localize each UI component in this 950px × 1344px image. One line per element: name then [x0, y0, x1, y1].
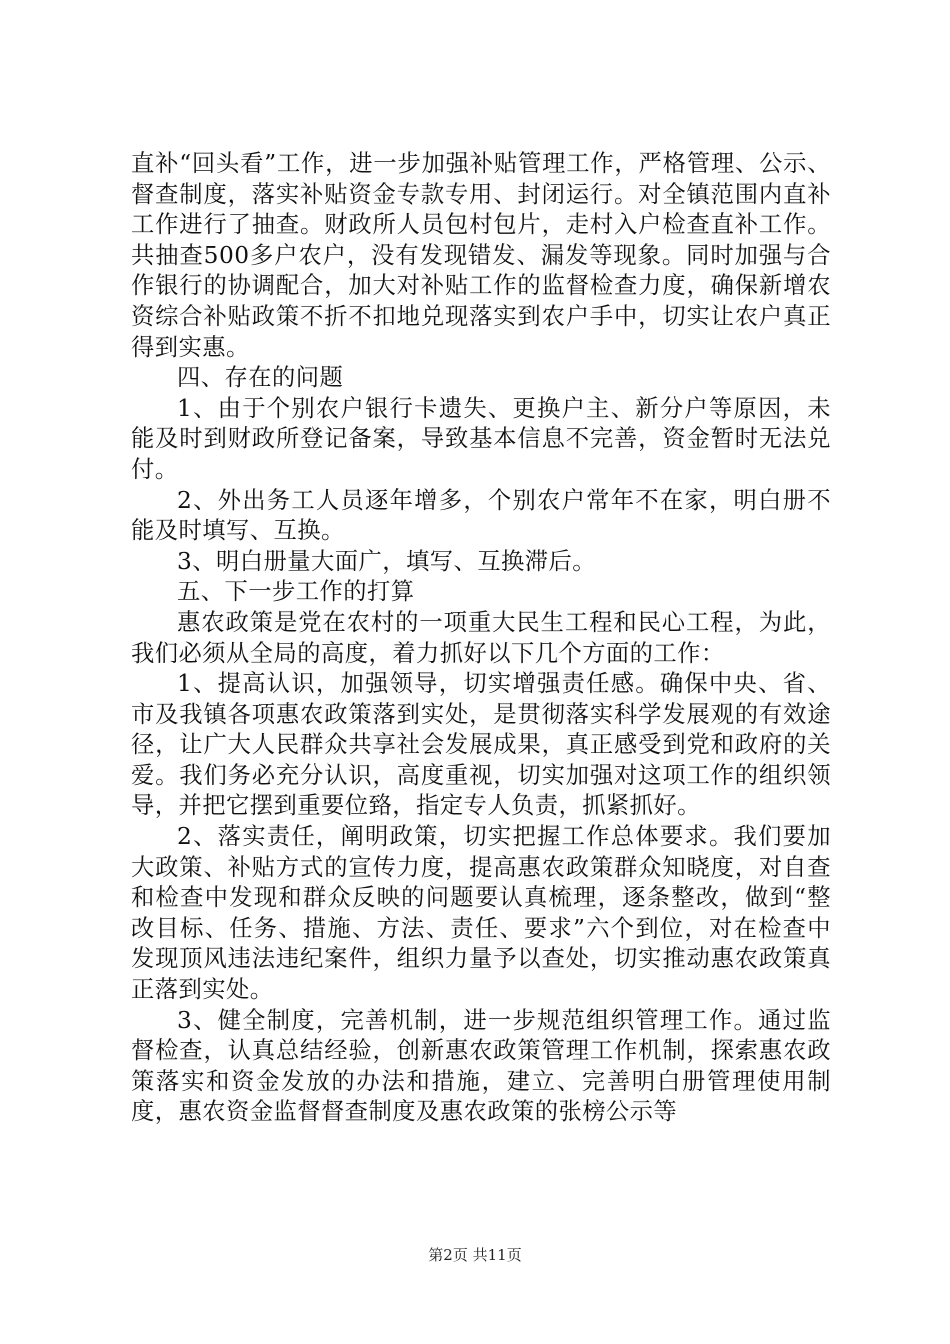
heading-existing-problems: 四、存在的问题 [177, 364, 344, 392]
paragraph-next-steps-intro: 惠农政策是党在农村的一项重大民生工程和民心工程，为此，我们必须从全局的高度，着力抓好以下几个方面的工作： [131, 608, 831, 667]
paragraph-direct-subsidy-review: 直补“回头看”工作，进一步加强补贴管理工作，严格管理、公示、督查制度，落实补贴资金专款专用、封闭运行。对全镇范围内直补工作进行了抽查。财政所人员包村包片，走村入户检查直补工作。共抽查500多户农户，没有发现错发、漏发等现象。同时加强与合作银行的协调配合，加大对补贴工作的监督检查力度，确保新增农资综合补贴政策不折不扣地兑现落实到农户手中，切实让农户真正得到实惠。 [131, 150, 831, 361]
heading-next-steps: 五、下一步工作的打算 [177, 578, 415, 606]
problem-item-2: 2、外出务工人员逐年增多，个别农户常年不在家，明白册不能及时填写、互换。 [131, 486, 831, 545]
problem-item-3: 3、明白册量大面广，填写、互换滞后。 [177, 547, 596, 575]
next-step-item-1: 1、提高认识，加强领导，切实增强责任感。确保中央、省、市及我镇各项惠农政策落到实处，是贯彻落实科学发展观的有效途径，让广大人民群众共享社会发展成果，真正感受到党和政府的关爱。我们务必充分认识，高度重视，切实加强对这项工作的组织领导，并把它摆到重要位臵，指定专人负责，抓紧抓好。 [131, 670, 831, 820]
problem-item-1: 1、由于个别农户银行卡遗失、更换户主、新分户等原因，未能及时到财政所登记备案，导致基本信息不完善，资金暂时无法兑付。 [131, 394, 831, 483]
page-number-footer: 第2页 共11页 [428, 1246, 522, 1264]
next-step-item-2: 2、落实责任，阐明政策，切实把握工作总体要求。我们要加大政策、补贴方式的宣传力度，提高惠农政策群众知晓度，对自查和检查中发现和群众反映的问题要认真梳理，逐条整改，做到“整改目标、任务、措施、方法、责任、要求”六个到位，对在检查中发现顶风违法违纪案件，组织力量予以查处，切实推动惠农政策真正落到实处。 [131, 823, 831, 1004]
next-step-item-3: 3、健全制度，完善机制，进一步规范组织管理工作。通过监督检查，认真总结经验，创新惠农政策管理工作机制，探索惠农政策落实和资金发放的办法和措施，建立、完善明白册管理使用制度，惠农资金监督督查制度及惠农政策的张榜公示等 [131, 1006, 831, 1126]
document-body [131, 149, 831, 1128]
